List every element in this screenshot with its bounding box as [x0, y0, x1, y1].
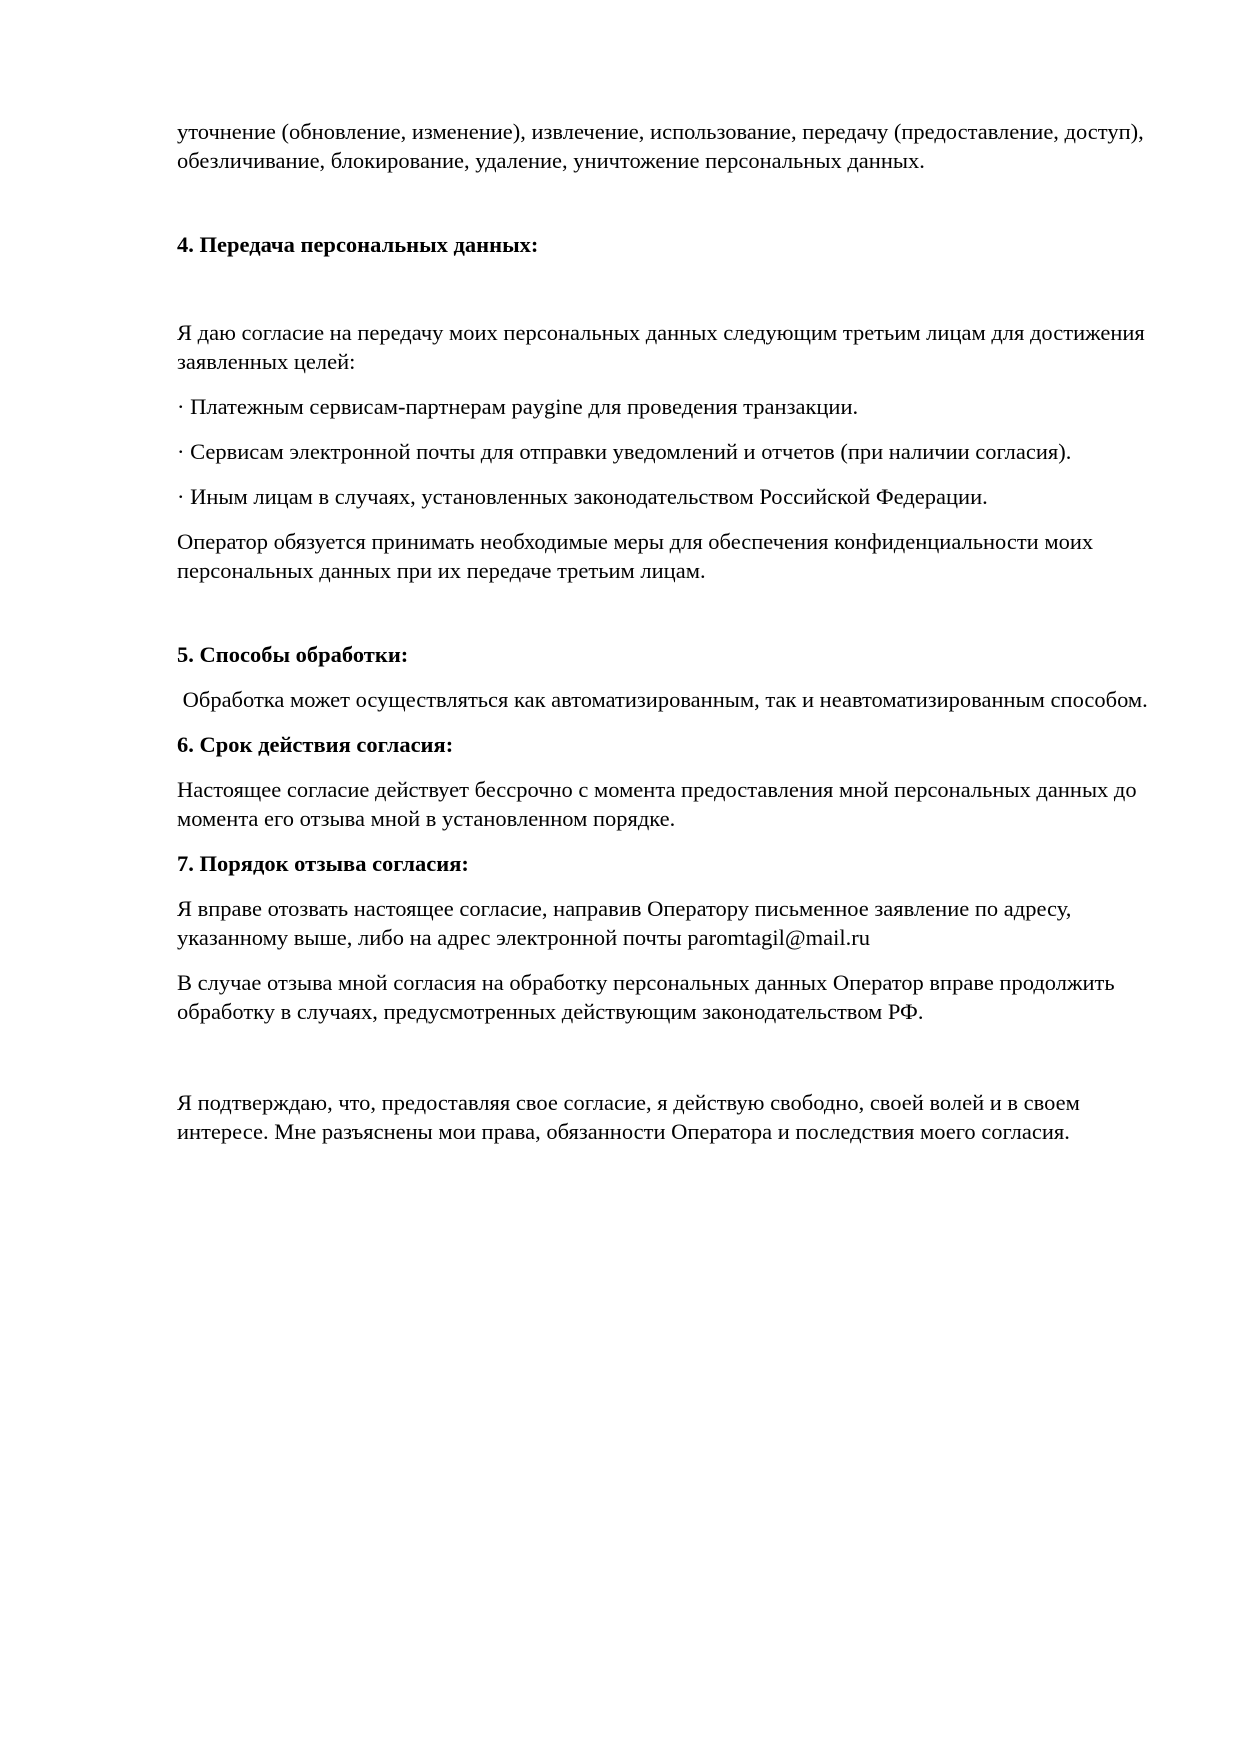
intro-paragraph: уточнение (обновление, изменение), извлечение, использование, передачу (предоставление, доступ), обезличивание, блокирование, удаление, уничтожение персональных данных. [177, 119, 1144, 173]
section-4-lead: Я даю согласие на передачу моих персональных данных следующим третьим лицам для достижения заявленных целей: [177, 320, 1145, 374]
document-body [177, 117, 1157, 1146]
section-7-text-2: В случае отзыва мной согласия на обработку персональных данных Оператор вправе продолжить обработку в случаях, предусмотренных действующим законодательством РФ. [177, 970, 1115, 1024]
section-5-heading: 5. Способы обработки: [177, 642, 409, 667]
section-4-heading: 4. Передача персональных данных: [177, 232, 539, 257]
confirmation-paragraph: Я подтверждаю, что, предоставляя свое согласие, я действую свободно, своей волей и в своем интересе. Мне разъяснены мои права, обязанности Оператора и последствия моего согласия. [177, 1090, 1080, 1144]
section-4-closing: Оператор обязуется принимать необходимые меры для обеспечения конфиденциальности моих персональных данных при их передаче третьим лицам. [177, 529, 1094, 583]
list-item-other: · Иным лицам в случаях, установленных законодательством Российской Федерации. [177, 484, 988, 509]
section-7-heading: 7. Порядок отзыва согласия: [177, 851, 469, 876]
section-5-text: Обработка может осуществляться как автоматизированным, так и неавтоматизированным способом. [177, 687, 1148, 712]
section-6-text: Настоящее согласие действует бессрочно с момента предоставления мной персональных данных до момента его отзыва мной в установленном порядке. [177, 777, 1137, 831]
list-item-payment: · Платежным сервисам-партнерам paygine для проведения транзакции. [177, 394, 859, 419]
section-6-heading: 6. Срок действия согласия: [177, 732, 454, 757]
section-7-text-1: Я вправе отозвать настоящее согласие, направив Оператору письменное заявление по адресу, указанному выше, либо на адрес электронной почты paromtagil@mail.ru [177, 896, 1072, 950]
list-item-email: · Сервисам электронной почты для отправки уведомлений и отчетов (при наличии согласия). [177, 439, 1072, 464]
